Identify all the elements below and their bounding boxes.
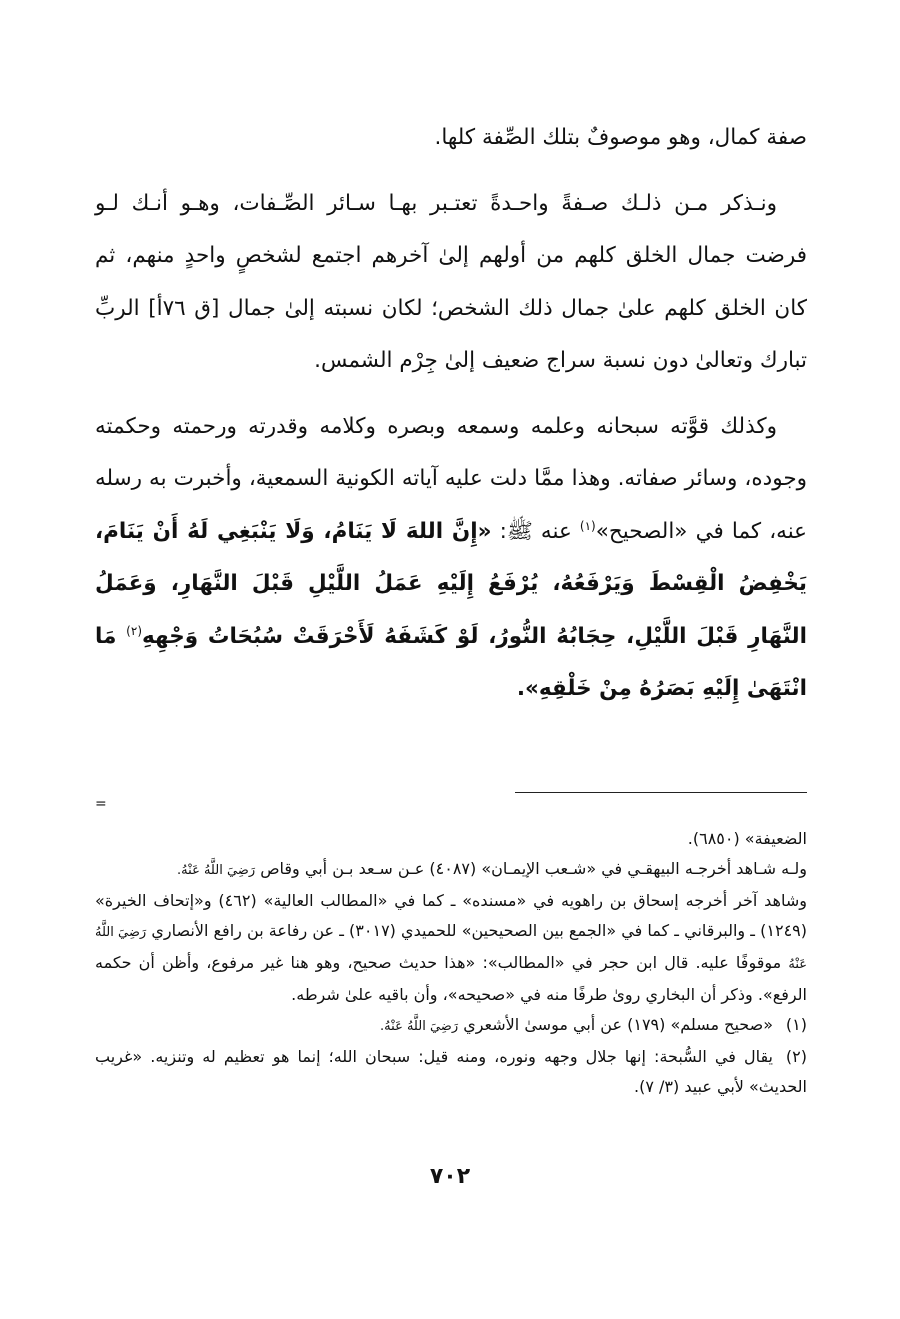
- footnote-continuation-3: [95, 886, 807, 1010]
- page-body: [95, 112, 808, 1096]
- footnote-continuation-2-text: ولـه شـاهد أخرجـه البيهقـي في «شـعب الإيمـان» (٤٠٨٧) عـن سـعد بـن أبي وقاص: [260, 859, 807, 878]
- honorific-text: رَضِيَ اللَّهُ عَنْهُ: [95, 925, 807, 972]
- main-text: [95, 112, 807, 716]
- footnote-continuation-1-text: الضعيفة» (٦٨٥٠).: [687, 829, 807, 848]
- paragraph-2: [95, 178, 807, 388]
- footnote-1-number: (١): [785, 1015, 807, 1034]
- page-number: ٧٠٢: [429, 1164, 471, 1189]
- paragraph-2-text: ونـذكر مـن ذلـك صـفةً واحـدةً تعتـبر بهـا سـائر الصِّـفات، وهـو أنـك لـو فرضت جمال الخلق كلهم من أولهم إلىٰ آخرهم اجتمع لشخصٍ واحدٍ منهم، ثم كان الخلق كلهم علىٰ جمال ذلك الشخص؛ لكان نسبته إلىٰ جمال [ق ٧٦أ] الربِّ تبارك وتعالىٰ دون نسبة سراج ضعيف إلىٰ جِرْم الشمس.: [95, 190, 807, 373]
- paragraph-3: [95, 401, 807, 716]
- footnote-separator: [515, 792, 807, 793]
- paragraph-3-intro: وكذلك قوَّته سبحانه وعلمه وسمعه وبصره وكلامه وقدرته ورحمته وحكمته وجوده، وسائر صفاته. وهذا ممَّا دلت عليه آياته الكونية السمعية، وأخبرت به رسله عنه، كما في «الصحيح»: [95, 413, 808, 544]
- footnote-continuation-mark: =: [95, 796, 107, 812]
- paragraph-1: [95, 112, 807, 165]
- hadith-text-part-1: «إِنَّ اللهَ لَا يَنَامُ، وَلَا يَنْبَغِي لَهُ أَنْ يَنَامَ، يَخْفِضُ الْقِسْطَ وَيَرْفَعُهُ، يُرْفَعُ إِلَيْهِ عَمَلُ اللَّيْلِ قَبْلَ النَّهَارِ، وَعَمَلُ النَّهَارِ قَبْلَ اللَّيْلِ، حِجَابُهُ النُّورُ، لَوْ كَشَفَهُ لَأَحْرَقَتْ سُبُحَاتُ وَجْهِهِ: [95, 518, 807, 649]
- paragraph-1-text: صفة كمال، وهو موصوفٌ بتلك الصِّفة كلها.: [434, 125, 807, 150]
- honorific-text: رَضِيَ اللَّهُ عَنْهُ.: [380, 1019, 459, 1034]
- hadith-text-part-2: مَا انْتَهَىٰ إِلَيْهِ بَصَرُهُ مِنْ خَلْقِهِ».: [95, 623, 807, 701]
- footnote-ref-1[interactable]: (١): [579, 518, 596, 533]
- footnotes: [95, 824, 807, 1102]
- paragraph-3-mid: عنه ﷺ:: [491, 518, 580, 544]
- footnote-2: [95, 1042, 807, 1102]
- footnote-ref-2[interactable]: (٢): [126, 623, 142, 638]
- footnote-continuation-3-end: موقوفًا عليه. قال ابن حجر في «المطالب»: «هذا حديث صحيح، وهو هنا غير مرفوع، وأظن أن حكمه الرفع». وذكر أن البخاري روىٰ طرفًا منه في «صحيحه»، وأن باقيه علىٰ شرطه.: [95, 953, 807, 1004]
- footnote-continuation-1: [95, 824, 807, 854]
- footnote-2-text: يقال في السُّبحة: إنها جلال وجهه ونوره، ومنه قيل: سبحان الله؛ إنما هو تعظيم له وتنزيه. «غريب الحديث» لأبي عبيد (٣/ ٧).: [95, 1047, 807, 1096]
- footnote-continuation-3-text: وشاهد آخر أخرجه إسحاق بن راهويه في «مسنده» ـ كما في «المطالب العالية» (٤٦٢) و«إتحاف الخيرة» (١٢٤٩) ـ والبرقاني ـ كما في «الجمع بين الصحيحين» للحميدي (٣٠١٧) ـ عن رفاعة بن رافع الأنصاري: [95, 891, 808, 940]
- footnote-continuation-2: [95, 854, 807, 886]
- footnote-1-text: «صحيح مسلم» (١٧٩) عن أبي موسىٰ الأشعري: [463, 1015, 773, 1034]
- footnote-1: [95, 1010, 807, 1042]
- footnote-2-number: (٢): [785, 1047, 807, 1066]
- honorific-text: رَضِيَ اللَّهُ عَنْهُ.: [177, 863, 256, 878]
